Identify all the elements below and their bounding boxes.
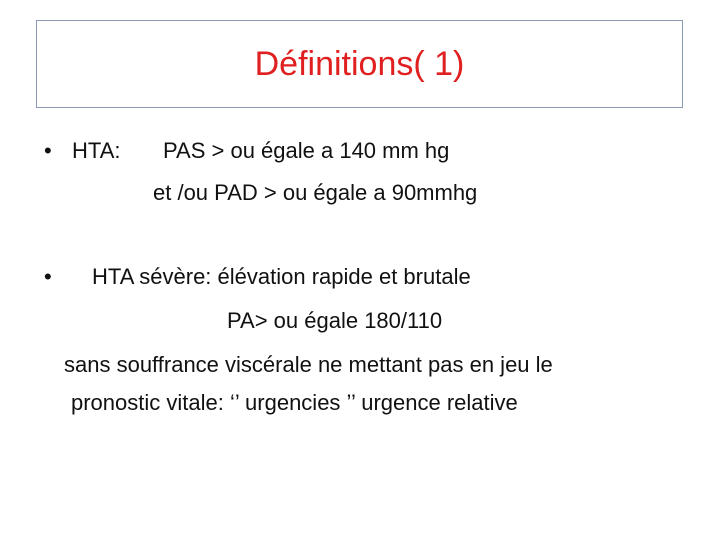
bullet-2-line-1: HTA sévère: élévation rapide et brutale xyxy=(92,264,471,289)
bullet-1-line-2: et /ou PAD > ou égale a 90mmhg xyxy=(153,180,478,205)
slide-title: Définitions( 1) xyxy=(254,44,465,83)
bullet-2-line-3: sans souffrance viscérale ne mettant pas en jeu le xyxy=(64,352,553,377)
bullet-2-line-2: PA> ou égale 180/110 xyxy=(227,308,443,333)
bullet-2-line-4: pronostic vitale: ‘’ urgencies ’’ urgence relative xyxy=(71,390,518,415)
bullet-1-label: HTA: xyxy=(72,138,121,163)
bullet-marker-1: • xyxy=(44,138,52,163)
bullet-1-line-1: PAS > ou égale a 140 mm hg xyxy=(163,138,450,163)
bullet-marker-2: • xyxy=(44,264,52,289)
title-box xyxy=(36,20,683,108)
